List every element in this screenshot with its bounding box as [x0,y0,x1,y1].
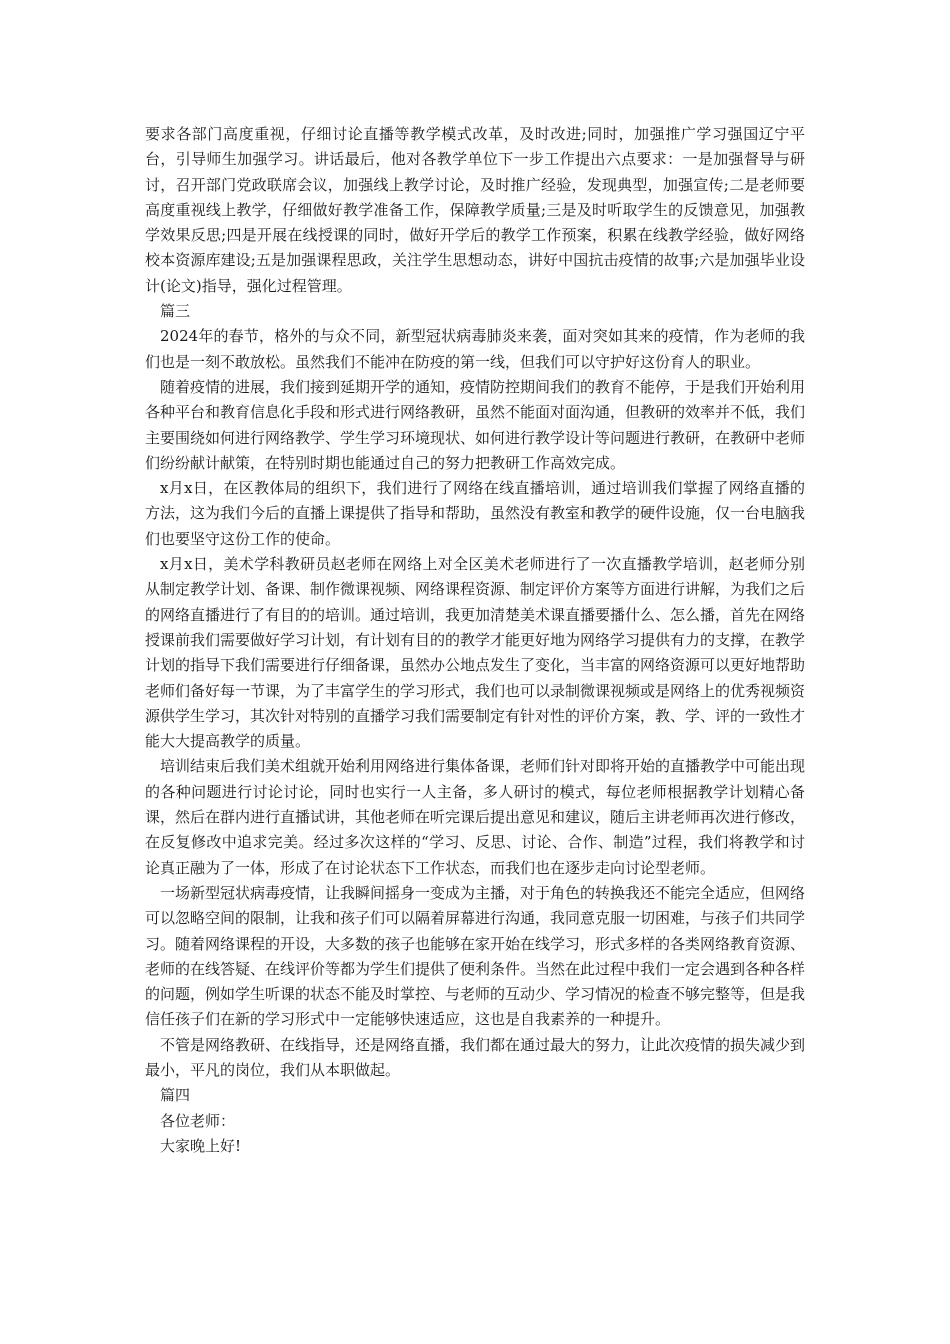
paragraph: x月x日，在区教体局的组织下，我们进行了网络在线直播培训，通过培训我们掌握了网络直播的方法，这为我们今后的直播上课提供了指导和帮助，虽然没有教室和教学的硬件设施，仅一台电脑我们也要坚守这份工作的使命。 [145,479,806,548]
paragraph: x月x日，美术学科教研员赵老师在网络上对全区美术老师进行了一次直播教学培训，赵老师分别从制定教学计划、备课、制作微课视频、网络课程资源、制定评价方案等方面进行讲解，为我们之后的网络直播进行了有目的的培训。通过培训，我更加清楚美术课直播要播什么、怎么播，首先在网络授课前我们需要做好学习计划，有计划有目的的教学才能更好地为网络学习提供有力的支撑，在教学计划的指导下我们需要进行仔细备课，虽然办公地点发生了变化，当丰富的网络资源可以更好地帮助老师们备好每一节课，为了丰富学生的学习形式，我们也可以录制微课视频或是网络上的优秀视频资源供学生学习，其次针对特别的直播学习我们需要制定有针对性的评价方案，教、学、评的一致性才能大大提高教学的质量。 [145,555,806,751]
paragraph: 随着疫情的进展，我们接到延期开学的通知，疫情防控期间我们的教育不能停，于是我们开始利用各种平台和教育信息化手段和形式进行网络教研，虽然不能面对面沟通，但教研的效率并不低，我们主要围绕如何进行网络教学、学生学习环境现状、如何进行教学设计等问题进行教研，在教研中老师们纷纷献计献策，在特别时期也能通过自己的努力把教研工作高效完成。 [145,377,806,472]
paragraph: 一场新型冠状病毒疫情，让我瞬间摇身一变成为主播，对于角色的转换我还不能完全适应，但网络可以忽略空间的限制，让我和孩子们可以隔着屏幕进行沟通，我同意克服一切困难，与孩子们共同学习。随着网络课程的开设，大多数的孩子也能够在家开始在线学习，形式多样的各类网络教育资源、老师的在线答疑、在线评价等都为学生们提供了便利条件。当然在此过程中我们一定会遇到各种各样的问题，例如学生听课的状态不能及时掌控、与老师的互动少、学习情况的检查不够完整等，但是我信任孩子们在新的学习形式中一定能够快速适应，这也是自我素养的一种提升。 [145,883,806,1029]
document-body [145,122,805,1159]
paragraph: 培训结束后我们美术组就开始利用网络进行集体备课，老师们针对即将开始的直播教学中可能出现的各种问题进行讨论讨论，同时也实行一人主备，多人研讨的模式，每位老师根据教学计划精心备课，然后在群内进行直播试讲，其他老师在听完课后提出意见和建议，随后主讲老师再次进行修改，在反复修改中追求完美。经过多次这样的“学习、反思、讨论、合作、制造”过程，我们将教学和讨论真正融为了一体，形成了在讨论状态下工作状态，而我们也在逐步走向讨论型老师。 [145,757,806,877]
paragraph: 2024年的春节，格外的与众不同，新型冠状病毒肺炎来袭，面对突如其来的疫情，作为老师的我们也是一刻不敢放松。虽然我们不能冲在防疫的第一线，但我们可以守护好这份育人的职业。 [145,327,805,371]
section-heading-4: 篇四 [160,1086,191,1105]
salutation: 各位老师： [160,1111,236,1130]
greeting: 大家晚上好! [160,1136,242,1155]
paragraph-continuation: 要求各部门高度重视，仔细讨论直播等教学模式改革，及时改进;同时，加强推广学习强国辽宁平台，引导师生加强学习。讲话最后，他对各教学单位下一步工作提出六点要求：一是加强督导与研讨，召开部门党政联席会议，加强线上教学讨论，及时推广经验，发现典型，加强宣传;二是老师要高度重视线上教学，仔细做好教学准备工作，保障教学质量;三是及时听取学生的反馈意见，加强教学效果反思;四是开展在线授课的同时，做好开学后的教学工作预案，积累在线教学经验，做好网络校本资源库建设;五是加强课程思政，关注学生思想动态，讲好中国抗击疫情的故事;六是加强毕业设计(论文)指导，强化过程管理。 [145,125,805,295]
paragraph: 不管是网络教研、在线指导，还是网络直播，我们都在通过最大的努力，让此次疫情的损失减少到最小，平凡的岗位，我们从本职做起。 [145,1035,806,1079]
section-heading-3: 篇三 [160,302,191,321]
